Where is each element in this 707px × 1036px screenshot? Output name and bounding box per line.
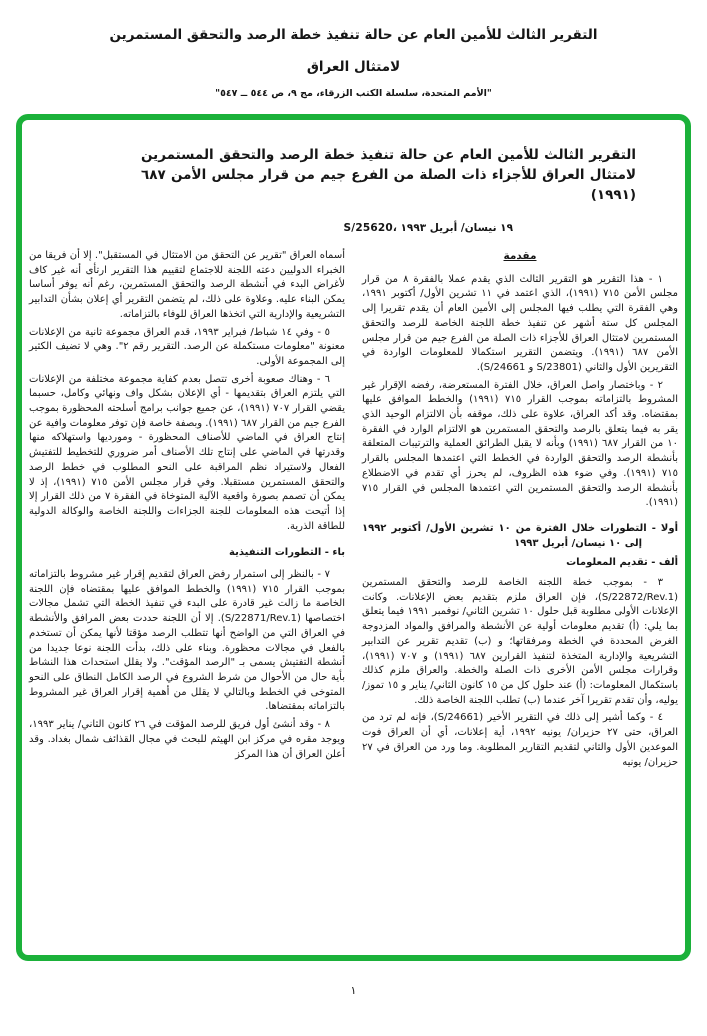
document-date: ١٩ نيسان/ أبريل ١٩٩٣ [400,222,513,234]
page-number: ١ [350,984,357,997]
paragraph-2: ٢ - وباختصار واصل العراق، خلال الفترة المستعرضة، رفضه الإقرار غير المشروط بالتزاماته بموجب القرار ٧١٥ (١٩٩١) والخطط الموافق عليها بمقتضاه. وقد أكد العراق، علاوة على ذلك، موقفه بأن الالتزام الوحيد الذي يقر به فيما يتعلق بالرصد والتحقق المستمرين هو الالتزام الوارد في الفقرة ١٠ من القرار ٦٨٧ (١٩٩١) وبأنه لا يقبل الطرائق العملية والترتيبات المتعلقة بأنشطة الرصد والتحقق الواردة في الخطط التي اعتمدها المجلس بالقرار ٧١٥ (١٩٩١). وفي ضوء هذه الظروف، لم يحرز أي تقدم في الاضطلاع بأنشطة الرصد والتحقق المستمرين التي اعتمدها المجلس في القرار ٧١٥ (١٩٩١). [362,379,678,509]
document-reference [344,222,513,234]
paragraph-4: ٤ - وكما أشير إلى ذلك في التقرير الأخير (S/24661)، فإنه لم ترد من العراق، حتى ٢٧ حزيران/ يونيه ١٩٩٢، أية إعلانات، أي أن العراق فوت الموعدين الأول والثاني لتقديم التقارير المطلوبة. وما ورد من العراق في ٢٧ حزيران/ يونيه [362,712,679,768]
paragraph-3: ٣ - بموجب خطة اللجنة الخاصة للرصد والتحقق المستمرين (S/22872/Rev.1)، فإن العراق ملزم بتقديم بعض الإعلانات. وكانت الإعلانات الأولى مطلوبة قبل حلول ١٠ تشرين الثاني/ نوفمبر ١٩٩١ فيما يتعلق بما يلي: (أ) تقديم معلومات أولية عن الأنشطة والمرافق والمواد المزدوجة الغرض المحددة في الخطة ومرفقاتها؛ و (ب) تقديم تقرير عن التدابير التشريعية والإدارية المتخذة لتنفيذ القرارين ٦٨٧ (١٩٩١) و ٧٠٧ (١٩٩١)، وقرارات مجلس الأمن الأخرى ذات الصلة والخطة. والعراق ملزم كذلك باستكمال المعلومات: (أ) عند حلول كل من ١٥ كانون الثاني/ يناير و ١٥ تموز/ يوليه، وأن تقدم تقريرا آخر عندما (ب) تطلب اللجنة الخاصة ذلك. [362,577,679,706]
page-header [0,0,707,99]
heading-section-1b: باء - التطورات التنفيذية [229,547,345,559]
column-right [362,249,678,773]
heading-section-1: أولا - التطورات خلال الفترة من ١٠ تشرين الأول/ أكتوبر ١٩٩٢ إلى ١٠ نيسان/ أبريل ١٩٩٣ [362,522,678,549]
heading-section-1a: ألف - تقديم المعلومات [566,557,678,569]
heading-introduction: مقدمة [503,250,537,262]
column-left [29,249,345,773]
paragraph-8: ٨ - وقد أنشئ أول فريق للرصد المؤقت في ٢٦ كانون الثاني/ يناير ١٩٩٣، ويوجد مقره في مركز ابن الهيثم للبحث في مجال القذائف شمال بغداد. وقد أعلن العراق أن هذا المركز [29,719,345,760]
document-title: التقرير الثالث للأمين العام عن حالة تنفيذ خطة الرصد والتحقق المستمرين لامتثال العراق للأجزاء ذات الصلة من الفرع جيم من قرار مجلس الأمن ٦٨٧ (١٩٩١) [141,147,636,203]
paragraph-5: ٥ - وفي ١٤ شباط/ فبراير ١٩٩٣، قدم العراق مجموعة ثانية من الإعلانات معنونة "معلومات مستكملة عن الرصد. التقرير رقم ٢". وهي لا تضيف الكثير إلى المجموعة الأولى. [29,326,345,367]
document-frame [16,114,691,961]
report-title-line-1: التقرير الثالث للأمين العام عن حالة تنفيذ خطة الرصد والتحقق المستمرين [109,27,598,43]
page-footer [0,984,707,997]
paragraph-1: ١ - هذا التقرير هو التقرير الثالث الذي يقدم عملا بالفقرة ٨ من قرار مجلس الأمن ٧١٥ (١٩٩١)، الذي اعتمد في ١١ تشرين الأول/ أكتوبر ١٩٩١، وهي الفقرة التي يطلب فيها المجلس إلى الأمين العام أن يقدم تقريرا إلى المجلس كل ستة أشهر عن تنفيذ خطة اللجنة الخاصة للرصد والتحقق المستمرين لامتثال العراق للأجزاء ذات الصلة من الفرع جيم من قرار مجلس الأمن ٦٨٧ (١٩٩١). ويتضمن التقرير استكمالا للمعلومات الواردة في التقريرين الأول والثاني (S/23801 و S/24661). [362,273,678,373]
paragraph-4-continued: أسماه العراق "تقرير عن التحقق من الامتثال في المستقبل". إلا أن فريقا من الخبراء الدوليين دعته اللجنة للاجتماع لتقييم هذا التقرير ارتأى أنه غير كاف لأغراض البدء في أنشطة الرصد والتحقق المستمرين، رغم أنه يوفر أساسا يمكن البناء عليه. وعلاوة على ذلك، لم يتضمن التقرير أي إعلان بشأن التدابير التشريعية والإدارية التي اتخذها العراق للوفاء بالتزاماته. [29,250,345,320]
document-symbol: S/25620، [343,222,397,234]
paragraph-7: ٧ - بالنظر إلى استمرار رفض العراق لتقديم إقرار غير مشروط بالتزاماته بموجب القرار ٧١٥ (١٩٩١) والخطط الموافق عليها بمقتضاه فإن اللجنة الخاصة ما زالت غير قادرة على البدء في تنفيذ الخطة التي تشمل مجالات اختصاصها (S/22871/Rev.1). إلا أن اللجنة حددت بعض المرافق والأنشطة في العراق التي من الواضح أنها تتطلب الرصد مؤقتا لأنها يمكن أن تستخدم بالفعل في مجالات محظورة. وبناء على ذلك، بدأت اللجنة نوعا جديدا من أنشطة التفتيش يسمى بـ "الرصد المؤقت". ولا يقلل استحداث هذا النشاط بأية حال من الأحوال من شرط الشروع في الرصد الكامل النطاق على النحو المتوخى في الخطط وبالتالي لا يقلل من أهمية إقرار العراق غير المشروط بالتزاماته بمقتضاها. [29,569,345,713]
source-citation: "الأمم المتحدة، سلسلة الكتب الزرقاء، مج ٩، ص ٥٤٤ ــ ٥٤٧" [215,88,492,99]
paragraph-6: ٦ - وهناك صعوبة أخرى تتصل بعدم كفاية مجموعة مختلفة من الإعلانات التي يلتزم العراق بتقديمها - أي الإعلان بشكل واف ونهائي وكامل، حسبما يقضي القرار ٧٠٧ (١٩٩١)، عن جميع جوانب برامج أسلحته المحظورة بموجب الفرع جيم من القرار ٦٨٧ (١٩٩١). وبصفة خاصة فإن توفر معلومات وافية عن إنتاج العراق في الماضي للأصناف المحظورة - ومورديها واستهلاكه منها وقدرتها في الماضي على إنتاج تلك الأصناف أمر ضروري للتخطيط للتفتيش الفعال ولاستيراد نظم المراقبة على النحو المطلوب في خطط الرصد والتحقق المستمرين مستقبلا. وفي قرار مجلس الأمن ٧١٥ (١٩٩١)، إذ لا يمكن أن تصمم بصورة واقعية الآلية المتوخاة في الفقرة ٧ من ذلك القرار إلا إذا أتيحت هذه المعلومات للجنة الجزاءات واللجنة الخاصة والوكالة الدولية للطاقة الذرية. [29,373,345,532]
two-column-body [29,249,678,773]
report-title-line-2: لامتثال العراق [306,59,401,75]
